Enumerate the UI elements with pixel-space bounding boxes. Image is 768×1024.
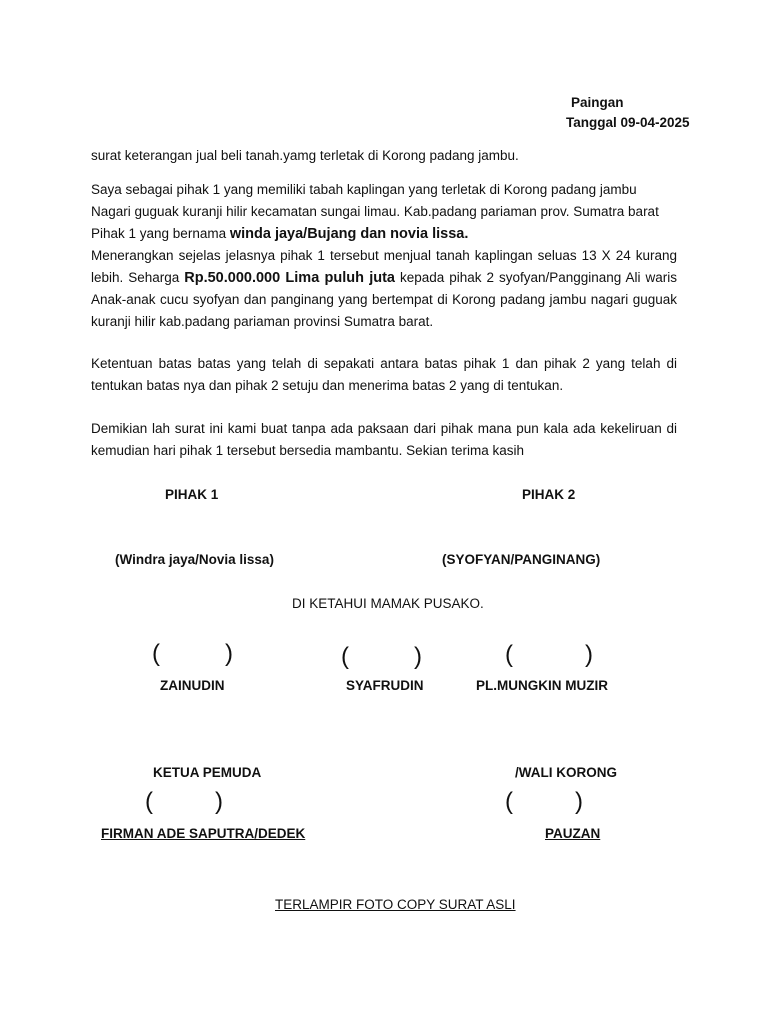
signature-paren-close: ) — [225, 640, 233, 667]
paragraph-boundaries — [91, 353, 677, 397]
wali-korong-title: /WALI KORONG — [515, 765, 617, 780]
paragraph-line: Saya sebagai pihak 1 yang memiliki tabah kaplingan yang terletak di Korong padang jambu — [91, 182, 637, 197]
wali-korong-name: PAUZAN — [545, 826, 601, 841]
pihak1-names: (Windra jaya/Novia lissa) — [115, 552, 274, 567]
paragraph-line: kemudian hari pihak 1 tersebut bersedia mambantu. Sekian terima kasih — [91, 443, 524, 458]
signature-paren-open: ( — [505, 641, 513, 668]
paragraph-line — [91, 223, 677, 245]
paragraph-line: Menerangkan sejelas jelasnya pihak 1 tersebut menjual tanah kaplingan seluas 13 X 24 kurang — [91, 248, 677, 263]
letter-date: Tanggal 09-04-2025 — [566, 115, 690, 130]
paragraph-text: Pihak 1 yang bernama — [91, 226, 230, 241]
signature-paren-open: ( — [505, 788, 513, 815]
paragraph-line: kuranji hilir kab.padang pariaman provinsi Sumatra barat. — [91, 314, 434, 329]
attachment-note: TERLAMPIR FOTO COPY SURAT ASLI — [275, 897, 516, 912]
signature-paren-open: ( — [145, 788, 153, 815]
paragraph-line: Demikian lah surat ini kami buat tanpa ada paksaan dari pihak mana pun kala ada kekeliruan di — [91, 421, 677, 436]
mamak-heading: DI KETAHUI MAMAK PUSAKO. — [292, 596, 484, 611]
ketua-pemuda-name: FIRMAN ADE SAPUTRA/DEDEK — [101, 826, 306, 841]
mamak-name: SYAFRUDIN — [346, 678, 424, 693]
signature-paren-open: ( — [152, 640, 160, 667]
paragraph-line — [91, 267, 677, 289]
mamak-name: PL.MUNGKIN MUZIR — [476, 678, 608, 693]
seller-names: winda jaya/Bujang dan novia lissa. — [229, 226, 469, 242]
pihak2-names: (SYOFYAN/PANGINANG) — [442, 552, 601, 567]
paragraph-line: Nagari guguak kuranji hilir kecamatan sungai limau. Kab.padang pariaman prov. Sumatra barat — [91, 204, 659, 219]
signature-paren-close: ) — [414, 643, 422, 670]
paragraph-statement — [91, 179, 677, 333]
paragraph-closing — [91, 418, 677, 462]
signature-paren-close: ) — [585, 641, 593, 668]
letter-subject: surat keterangan jual beli tanah.yamg terletak di Korong padang jambu. — [91, 148, 519, 163]
signature-paren-close: ) — [215, 788, 223, 815]
sale-price: Rp.50.000.000 Lima puluh juta — [184, 270, 395, 286]
mamak-name: ZAINUDIN — [160, 678, 225, 693]
paragraph-text: kepada pihak 2 syofyan/Pangginang Ali waris — [395, 270, 677, 285]
ketua-pemuda-title: KETUA PEMUDA — [153, 765, 262, 780]
signature-paren-close: ) — [575, 788, 583, 815]
paragraph-text: lebih. Seharga — [91, 270, 185, 285]
pihak2-title: PIHAK 2 — [522, 487, 576, 502]
paragraph-line: tentukan batas nya dan pihak 2 setuju dan menerima batas 2 yang di tentukan. — [91, 378, 564, 393]
pihak1-title: PIHAK 1 — [165, 487, 219, 502]
paragraph-line: Ketentuan batas batas yang telah di sepakati antara batas pihak 1 dan pihak 2 yang telah di — [91, 356, 677, 371]
paragraph-line: Anak-anak cucu syofyan dan panginang yang bertempat di Korong padang jambu nagari guguak — [91, 292, 677, 307]
letter-place: Paingan — [571, 95, 624, 110]
signature-paren-open: ( — [341, 643, 349, 670]
